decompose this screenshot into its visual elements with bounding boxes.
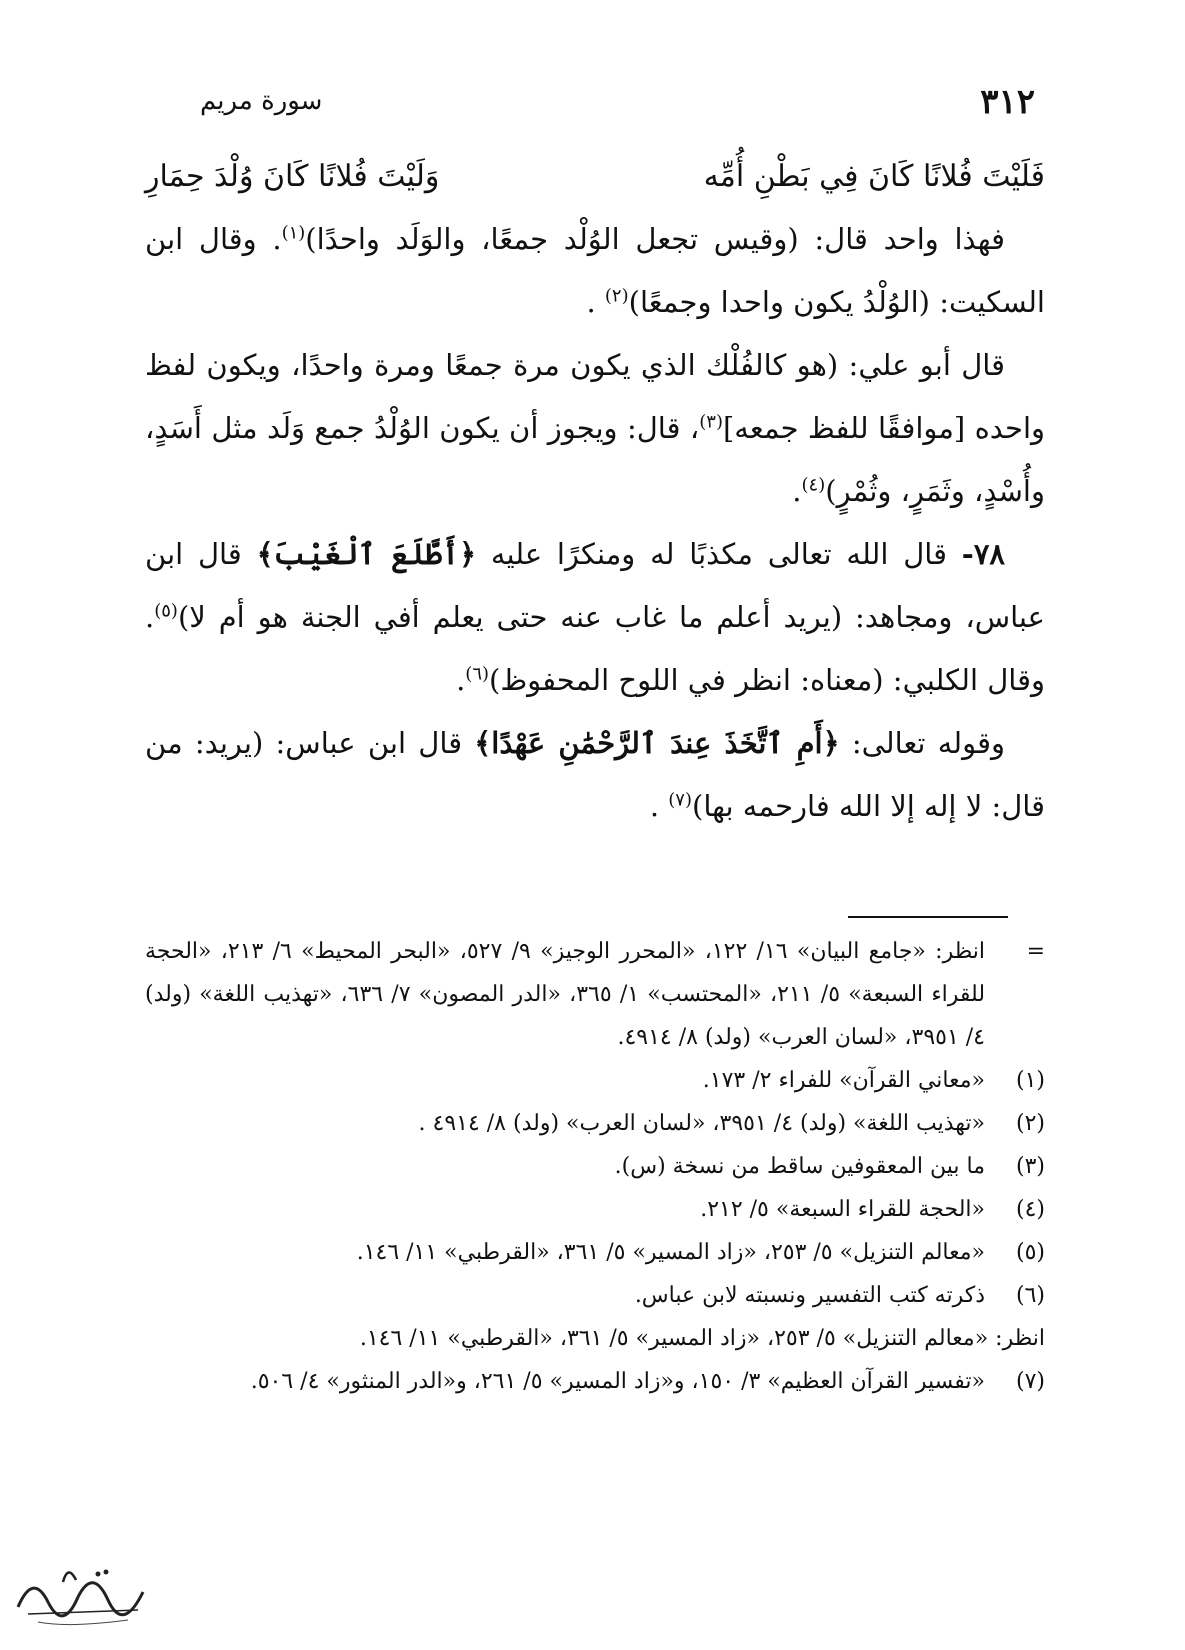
paragraph-text: قال أبو علي: (هو كالفُلْك الذي يكون مرة جمعًا ومرة واحدًا، ويكون لفظ واحده [موافقًا للفظ جمعه] (145, 348, 1045, 445)
footnote-text: «معاني القرآن» للفراء ٢/ ١٧٣. (702, 1068, 985, 1093)
footnote-item (145, 1231, 1045, 1274)
verse-second-hemistich: وَلَيْتَ فُلانًا كَانَ وُلْدَ حِمَارِ (145, 159, 440, 194)
quran-quote: ﴿أَمِ ٱتَّخَذَ عِندَ ٱلرَّحْمَٰنِ عَهْدًا﴾ (474, 726, 840, 760)
verse-number: ٧٨- (961, 537, 1005, 571)
footnote-marker: (٢) (1015, 1111, 1045, 1136)
footnote-item (145, 1188, 1045, 1231)
paragraph-text: . (586, 285, 605, 319)
footnote-marker: (٧) (1015, 1369, 1045, 1394)
page-header (200, 82, 1035, 132)
footnote-text: «تفسير القرآن العظيم» ٣/ ١٥٠، و«زاد المسير» ٥/ ٢٦١، و«الدر المنثور» ٤/ ٥٠٦. (250, 1369, 985, 1394)
footnote-text: انظر: «جامع البيان» ١٦/ ١٢٢، «المحرر الوجيز» ٩/ ٥٢٧، «البحر المحيط» ٦/ ٢١٣، «الحجة للقراء السبعة» ٥/ ٢١١، «المحتسب» ١/ ٣٦٥، «الدر المصون» ٧/ ٦٣٦، «تهذيب اللغة» (ولد) ٤/ ٣٩٥١، «لسان العرب» (ولد) ٨/ ٤٩١٤. (145, 939, 986, 1050)
footnote-item (145, 1059, 1045, 1102)
paragraph-4 (145, 712, 1045, 838)
paragraph-text: قال ابن عباس، ومجاهد: (يريد أعلم ما غاب عنه حتى يعلم أفي الجنة هو أم لا) (145, 537, 1045, 634)
footnote-item (145, 1274, 1045, 1317)
footnote-ref[interactable]: (٥) (154, 600, 178, 622)
footnote-marker: = (1026, 939, 1045, 964)
footnote-ref[interactable]: (٧) (668, 789, 692, 811)
footnote-marker: (١) (1015, 1068, 1045, 1093)
paragraph-text: . (456, 663, 466, 697)
footnote-item (145, 1360, 1045, 1403)
footnote-ref[interactable]: (٦) (465, 663, 490, 685)
paragraph-text: . وقال الكلبي: (معناه: انظر في اللوح المحفوظ) (145, 600, 1045, 697)
paragraph-text: فهذا واحد قال: (وقيس تجعل الوُلْد جمعًا، والوَلَد واحدًا) (305, 222, 1005, 256)
footnote-item (145, 1145, 1045, 1188)
footnote-ref[interactable]: (٤) (801, 474, 826, 496)
surah-title: سورة مريم (200, 86, 323, 116)
footnote-continuation (145, 1317, 1045, 1360)
footnote-text: انظر: «معالم التنزيل» ٥/ ٢٥٣، «زاد المسير» ٥/ ٣٦١، «القرطبي» ١١/ ١٤٦. (359, 1326, 1045, 1351)
footnotes (145, 930, 1045, 1403)
footnote-marker: (٦) (1015, 1283, 1045, 1308)
footnote-text: «معالم التنزيل» ٥/ ٢٥٣، «زاد المسير» ٥/ ٣٦١، «القرطبي» ١١/ ١٤٦. (356, 1240, 985, 1265)
paragraph-text: . (792, 474, 802, 508)
main-text (145, 145, 1045, 838)
footnote-text: ما بين المعقوفين ساقط من نسخة (س). (614, 1154, 985, 1179)
paragraph-text: وقوله تعالى: (839, 726, 1005, 760)
paragraph-1 (145, 208, 1045, 334)
footnote-item (145, 1102, 1045, 1145)
footnote-text: ذكرته كتب التفسير ونسبته لابن عباس. (634, 1283, 985, 1308)
poetry-verse (145, 145, 1045, 208)
footnote-ref[interactable]: (٣) (699, 411, 723, 433)
footnote-marker: (٥) (1015, 1240, 1045, 1265)
verse-first-hemistich: فَلَيْتَ فُلانًا كَانَ فِي بَطْنِ أُمِّه (703, 159, 1045, 194)
paragraph-text: ، قال: ويجوز أن يكون الوُلْدُ جمع وَلَد مثل أَسَدٍ، وأُسْدٍ، وثَمَرٍ، وثُمْرٍ) (145, 411, 1045, 508)
page-number: ٣١٢ (980, 82, 1035, 122)
paragraph-2 (145, 334, 1045, 523)
calligraphy-mark (8, 1552, 158, 1632)
footnote-text: «تهذيب اللغة» (ولد) ٤/ ٣٩٥١، «لسان العرب» (ولد) ٨/ ٤٩١٤ . (418, 1111, 985, 1136)
footnote-marker: (٤) (1015, 1197, 1045, 1222)
paragraph-3 (145, 523, 1045, 712)
footnote-separator (848, 916, 1008, 918)
footnote-marker: (٣) (1015, 1154, 1045, 1179)
publisher-logo-icon (8, 1552, 158, 1632)
footnote-ref[interactable]: (٢) (604, 285, 629, 307)
paragraph-text: قال ابن عباس: (يريد: من قال: لا إله إلا الله فارحمه بها) (145, 726, 1045, 823)
footnote-continued (145, 930, 1045, 1059)
footnote-text: «الحجة للقراء السبعة» ٥/ ٢١٢. (700, 1197, 985, 1222)
paragraph-text: قال الله تعالى مكذبًا له ومنكرًا عليه (476, 537, 962, 571)
paragraph-text: . وقال ابن السكيت: (الوُلْدُ يكون واحدا وجمعًا) (145, 222, 1045, 319)
quran-quote: ﴿أَطَّلَعَ ٱلْغَيْبَ﴾ (256, 537, 477, 571)
footnote-ref[interactable]: (١) (281, 222, 306, 244)
paragraph-text: . (649, 789, 669, 823)
